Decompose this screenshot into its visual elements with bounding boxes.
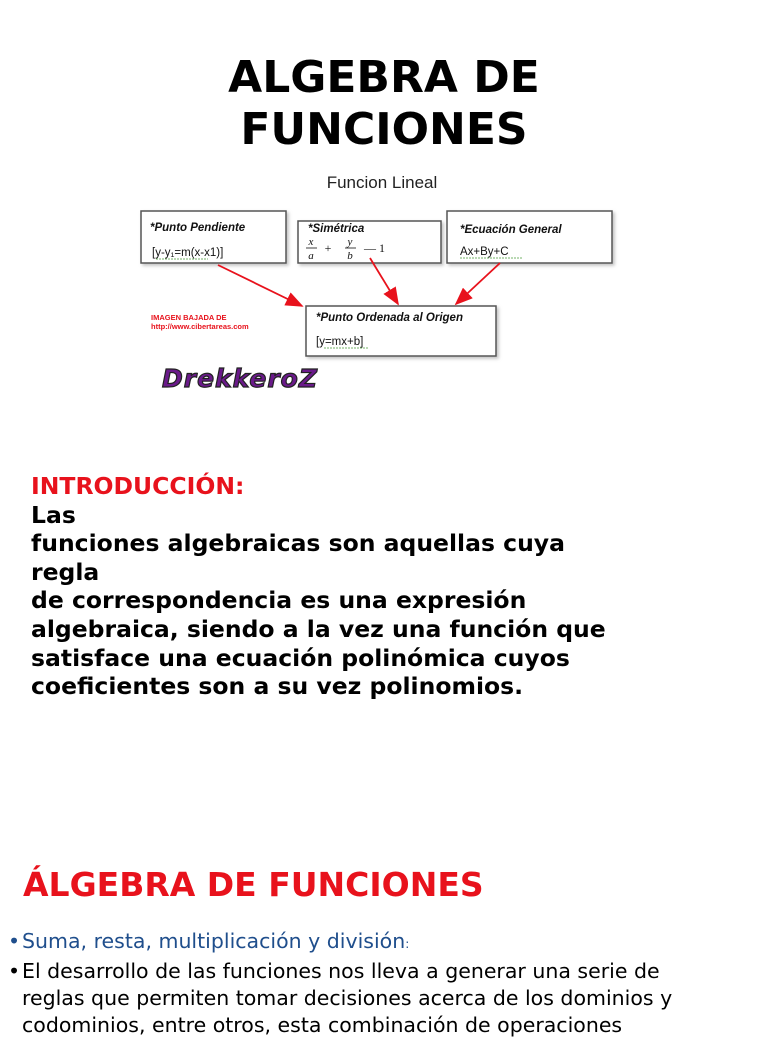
title-line-1: ALGEBRA DE [228, 52, 540, 103]
formula-y: y [347, 236, 353, 248]
bullet-dot: • [8, 929, 21, 953]
bullet-tail: : [405, 937, 410, 951]
introduccion-section [31, 472, 731, 701]
bullet-line: El desarrollo de las funciones nos lleva a generar una serie de [22, 959, 660, 983]
logo-text: DrekkeroZ [162, 364, 318, 393]
formula-plus: + [324, 241, 332, 255]
formula-x: x [308, 236, 314, 248]
credit-line-2: http://www.cibertareas.com [151, 322, 249, 331]
drekkeroz-logo [162, 364, 318, 393]
intro-line: de correspondencia es una expresión [31, 586, 527, 615]
box-simetrica [298, 221, 441, 263]
intro-line: coeficientes son a su vez polinomios. [31, 672, 524, 701]
bullet-list [8, 928, 760, 1039]
bullet-item [8, 928, 760, 958]
arrows [218, 258, 500, 306]
intro-line: Las [31, 500, 76, 529]
intro-line: satisface una ecuación polinómica cuyos [31, 643, 570, 672]
intro-line: algebraica, siendo a la vez una función que [31, 614, 606, 643]
intro-label: INTRODUCCIÓN: [31, 472, 245, 500]
box-ecuacion-general [447, 211, 612, 263]
box-punto-pendiente [141, 211, 286, 263]
bullet-item [8, 958, 760, 1039]
formula-a: a [308, 250, 314, 262]
box-general-formula: Ax+By+C [460, 246, 509, 258]
funcion-lineal-figure [138, 168, 630, 400]
box-pendiente-formula: [y-y₁=m(x-x1)] [152, 247, 224, 259]
funcion-lineal-diagram [138, 168, 630, 400]
box-pendiente-title: *Punto Pendiente [150, 222, 246, 234]
box-origen-title: *Punto Ordenada al Origen [316, 312, 463, 324]
intro-line: regla [31, 557, 100, 586]
formula-eq: — 1 [364, 241, 385, 255]
bullet-line: reglas que permiten tomar decisiones acerca de los dominios y [22, 986, 673, 1010]
box-simetrica-title: *Simétrica [308, 223, 365, 235]
arrow-general [456, 263, 500, 304]
intro-line: funciones algebraicas son aquellas cuya [31, 529, 565, 558]
credit-line-1: IMAGEN BAJADA DE [151, 313, 227, 322]
section-heading: ÁLGEBRA DE FUNCIONES [23, 865, 484, 904]
bullet-dot: • [8, 959, 21, 983]
formula-b: b [347, 250, 353, 262]
box-general-title: *Ecuación General [460, 224, 562, 236]
figure-heading: Funcion Lineal [326, 173, 438, 192]
arrow-simetrica [370, 258, 398, 304]
box-ordenada-origen [306, 306, 496, 356]
box-origen-formula: [y=mx+b] [316, 336, 364, 348]
bullet-text: Suma, resta, multiplicación y división [22, 929, 406, 953]
bullet-line: codominios, entre otros, esta combinación de operaciones [22, 1013, 623, 1037]
page-title [0, 52, 768, 156]
arrow-pendiente [218, 265, 302, 306]
title-line-2: FUNCIONES [240, 104, 528, 155]
